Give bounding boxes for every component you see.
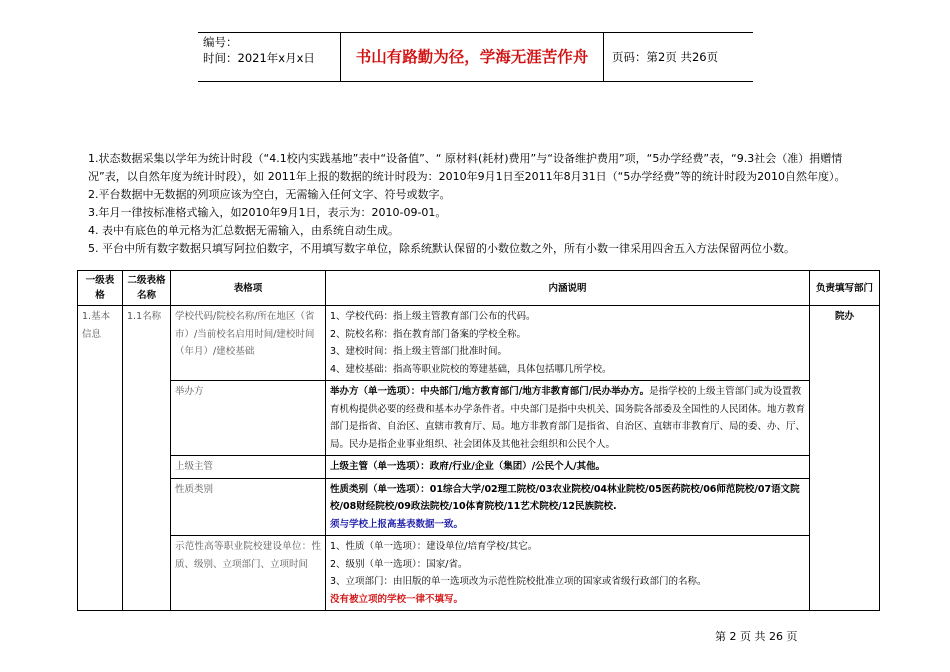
motto: 书山有路勤为径，学海无涯苦作舟 [340,33,604,81]
note-5: 5. 平台中所有数字数据只填写阿拉伯数字，不用填写数字单位，除系统默认保留的小数位数之外，所有小数一律采用四舍五入方法保留两位小数。 [88,242,795,255]
desc-bold: 举办方（单一选项）：中央部门/地方教育部门/地方非教育部门/民办举办方。 [330,386,650,397]
page-footer: 第 2 页 共 26 页 [715,630,798,643]
header-desc: 内涵说明 [326,271,810,306]
header-dept: 负责填写部门 [810,271,880,306]
info-table [77,270,880,611]
time-label: 时间：2021年x月x日 [203,51,315,65]
desc-cell-demo-school [326,536,810,611]
level1-cell: 1.基本信息 [78,306,123,611]
item-cell-supervisor: 上级主管 [171,456,326,479]
item-cell-demo-school: 示范性高等职业院校建设单位：性质、级别、立项部门、立项时间 [171,536,326,611]
header-item: 表格项 [171,271,326,306]
note-4: 4. 表中有底色的单元格为汇总数据无需输入，由系统自动生成。 [88,224,399,237]
table-row [78,306,880,381]
code-label: 编号： [203,35,238,49]
table-row [78,381,880,456]
desc-text: 是指学校的上级主管部门或为设置教育机构提供必要的经费和基本办学条件者。中央部门是指中央机关、国务院各部委及全国性的人民团体。地方教育部门是指省、自治区、直辖市教育厅、局。地方非教育部门是指省、自治区、直辖市非教育厅、局的委、办、厅、局。民办是指企业事业组织、社会团体及其他社会组织和公民个人。 [330,386,806,450]
level2-cell: 1.1名称 [123,306,171,611]
table-row [78,456,880,479]
desc-blue-note: 须与学校上报高基表数据一致。 [330,518,464,530]
table-row [78,536,880,611]
desc-cell-category [326,478,810,536]
header-level2: 二级表格名称 [123,271,171,306]
desc-line: 2、院校名称：指在教育部门备案的学校全称。 [330,328,527,340]
note-1: 1.状态数据采集以学年为统计时段（“4.1校内实践基地”表中“设备值”、“ 原材料(耗材)费用”与“设备维护费用”项，“5办学经费”表，“9.3社会（准）捐赠情况”表，以自然年度为统计时段），如 2011年上报的数据的统计时段为：2010年9月1日至2011年8月31日（“5办学经费”等的统计时段为2010自然年度）。 [88,152,846,183]
desc-line: 4、建校基础：指高等职业院校的筹建基础，具体包括哪几所学校。 [330,363,612,375]
notes-section [88,150,878,258]
table-header-row [78,271,880,306]
desc-line: 3、立项部门：由旧版的单一选项改为示范性院校批准立项的国家或省级行政部门的名称。 [330,576,707,587]
item-cell-category: 性质类别 [171,478,326,536]
note-3: 3.年月一律按标准格式输入，如2010年9月1日，表示为：2010-09-01。 [88,206,447,219]
desc-cell-sponsor [326,381,810,456]
page-info: 页码：第2页 共26页 [612,50,719,64]
header-meta [203,34,338,66]
table-row [78,478,880,536]
desc-line: 1、学校代码：指上级主管教育部门公布的代码。 [330,311,536,322]
desc-red-note: 没有被立项的学校一律不填写。 [330,593,464,605]
desc-bold: 上级主管（单一选项）：政府/行业/企业（集团）/公民个人/其他。 [330,461,606,472]
page-header [198,32,753,82]
desc-line: 1、性质（单一选项）：建设单位/培育学校/其它。 [330,541,538,552]
dept-cell: 院办 [810,306,880,611]
desc-line: 3、建校时间：指上级主管部门批准时间。 [330,346,508,357]
desc-line: 2、级别（单一选项）：国家/省。 [330,558,468,570]
note-2: 2.平台数据中无数据的列项应该为空白，无需输入任何文字、符号或数字。 [88,188,451,201]
desc-cell-supervisor [326,456,810,479]
item-cell-sponsor: 举办方 [171,381,326,456]
item-cell-school-code: 学校代码/院校名称/所在地区（省市）/当前校名启用时间/建校时间（年月）/建校基础 [171,306,326,381]
header-level1: 一级表格 [78,271,123,306]
desc-cell-school-code [326,306,810,381]
desc-bold: 性质类别（单一选项）：01综合大学/02理工院校/03农业院校/04林业院校/05医药院校/06师范院校/07语文院校/08财经院校/09政法院校/10体育院校/11艺术院校/12民族院校. [330,483,800,512]
